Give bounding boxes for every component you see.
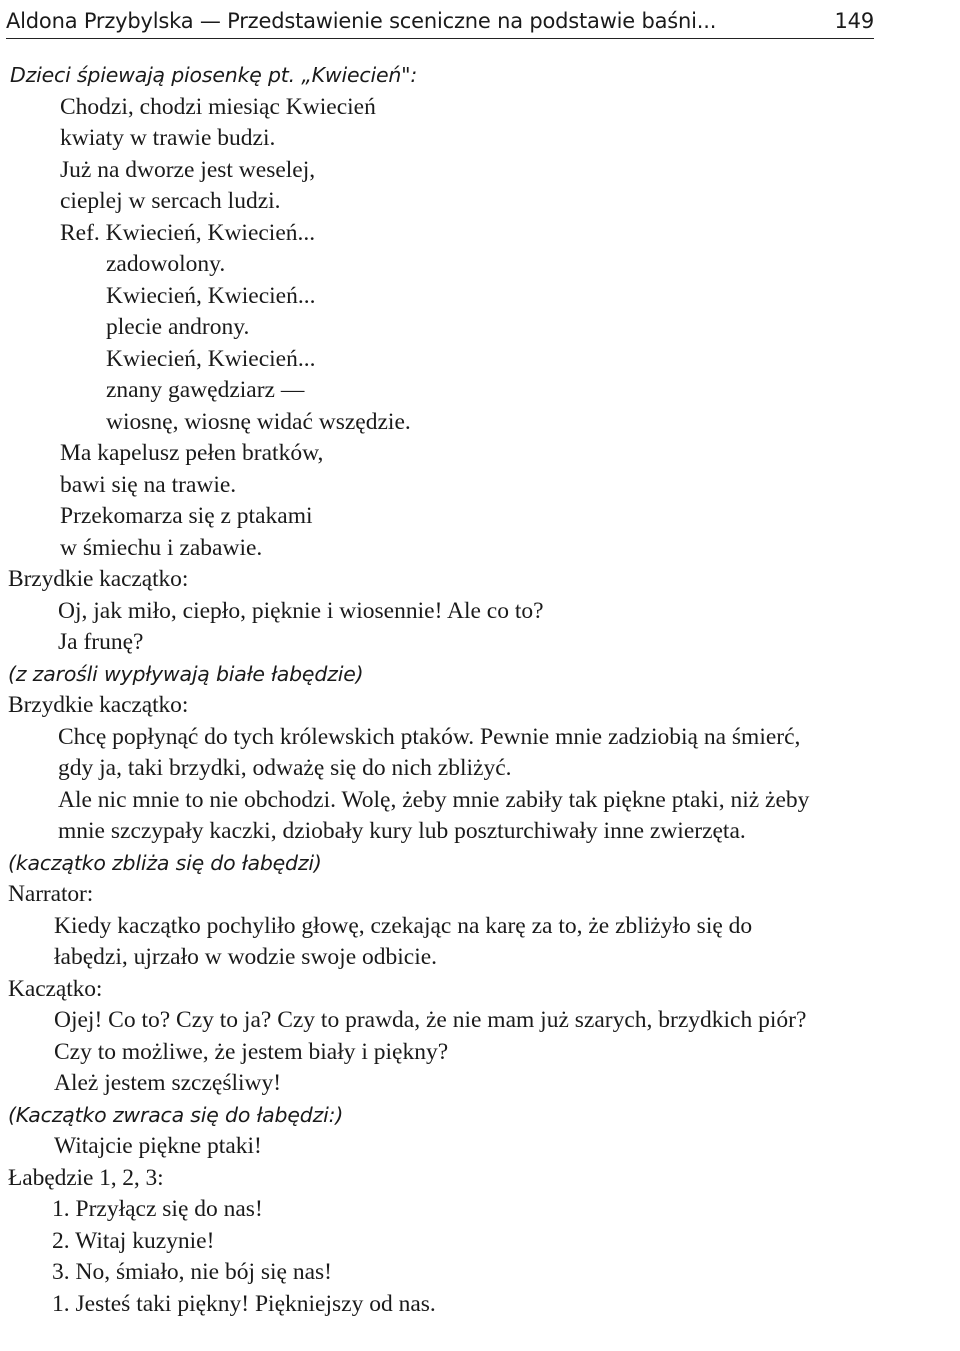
dialogue-line: 1. Przyłącz się do nas! (52, 1196, 263, 1222)
speaker-name: Brzydkie kaczątko: (8, 566, 189, 592)
song-verse-line: plecie androny. (106, 314, 250, 340)
speaker-name: Łabędzie 1, 2, 3: (8, 1164, 164, 1191)
dialogue-line: Ależ jestem szczęśliwy! (54, 1070, 282, 1096)
dialogue-line: łabędzi, ujrzało w wodzie swoje odbicie. (54, 944, 438, 970)
dialogue-line: Ojej! Co to? Czy to ja? Czy to prawda, że nie mam już szarych, brzydkich piór? (54, 1007, 807, 1033)
song-verse-line: wiosnę, wiosnę widać wszędzie. (106, 408, 411, 435)
song-verse-line: Kwiecień, Kwiecień... (106, 345, 316, 372)
speaker-name: Brzydkie kaczątko: (8, 692, 189, 718)
dialogue-line: Witajcie piękne ptaki! (54, 1133, 262, 1159)
stage-direction: (Kaczątko zwraca się do łabędzi:) (8, 1102, 344, 1127)
dialogue-line: Ale nic mnie to nie obchodzi. Wolę, żeby mnie zabiły tak piękne ptaki, niż żeby (58, 786, 810, 813)
song-verse-line: Kwiecień, Kwiecień... (106, 282, 316, 309)
stage-direction: (z zarośli wypływają białe łabędzie) (8, 661, 364, 686)
stage-direction: (kaczątko zbliża się do łabędzi) (8, 850, 322, 875)
dialogue-line: Chcę popłynąć do tych królewskich ptaków. Pewnie mnie zadziobią na śmierć, (58, 723, 801, 750)
song-verse-line: Ma kapelusz pełen bratków, (60, 440, 324, 466)
running-header (6, 4, 874, 39)
dialogue-line: 3. No, śmiało, nie bój się nas! (52, 1259, 333, 1285)
dialogue-line: Ja frunę? (58, 629, 144, 655)
song-verse-line: bawi się na trawie. (60, 471, 237, 498)
song-verse-line: Już na dworze jest weselej, (60, 156, 316, 183)
dialogue-line: Oj, jak miło, ciepło, pięknie i wiosennie! Ale co to? (58, 597, 544, 624)
song-verse-line: Chodzi, chodzi miesiąc Kwiecień (60, 93, 376, 120)
song-verse-line: kwiaty w trawie budzi. (60, 125, 276, 151)
page-number: 149 (834, 9, 874, 33)
running-title: Aldona Przybylska — Przedstawienie sceniczne na podstawie baśni... (6, 9, 717, 33)
song-verse-line: Przekomarza się z ptakami (60, 503, 313, 529)
dialogue-line: 1. Jesteś taki piękny! Piękniejszy od nas. (52, 1290, 436, 1317)
song-verse-line: w śmiechu i zabawie. (60, 534, 263, 561)
dialogue-line: Czy to możliwe, że jestem biały i piękny? (54, 1038, 449, 1065)
song-verse-line: cieplej w sercach ludzi. (60, 188, 281, 214)
speaker-name: Narrator: (8, 881, 94, 907)
song-verse-line: Ref. Kwiecień, Kwiecień... (60, 219, 316, 246)
dialogue-line: Kiedy kaczątko pochyliło głowę, czekając na karę za to, że zbliżyło się do (54, 912, 753, 939)
speaker-name: Kaczątko: (8, 975, 103, 1002)
dialogue-line: mnie szczypały kaczki, dziobały kury lub poszturchiwały inne zwierzęta. (58, 818, 746, 844)
dialogue-line: gdy ja, taki brzydki, odważę się do nich zbliżyć. (58, 755, 512, 781)
stage-direction: Dzieci śpiewają piosenkę pt. „Kwiecień": (10, 63, 418, 87)
dialogue-line: 2. Witaj kuzynie! (52, 1227, 215, 1254)
song-verse-line: znany gawędziarz — (106, 377, 305, 403)
song-verse-line: zadowolony. (106, 251, 226, 277)
